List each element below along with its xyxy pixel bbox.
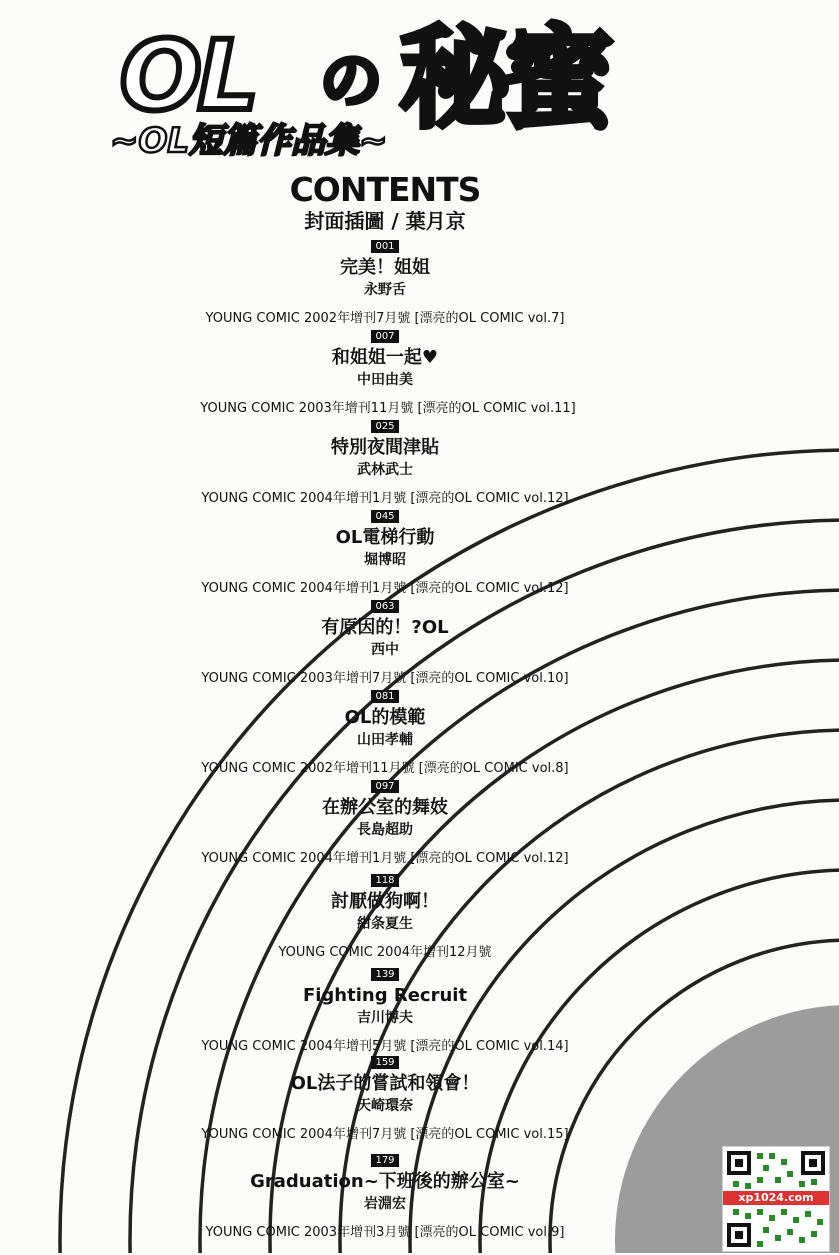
story-source: YOUNG COMIC 2004年增刊1月號 [漂亮的OL COMIC vol.12] bbox=[201, 581, 569, 596]
toc-entry bbox=[0, 1050, 770, 1144]
page-number-row bbox=[0, 594, 770, 617]
story-author: 岩淵宏 bbox=[364, 1196, 406, 1212]
page-number-badge: 159 bbox=[371, 1056, 398, 1069]
story-source: YOUNG COMIC 2002年增刊7月號 [漂亮的OL COMIC vol.7] bbox=[205, 311, 565, 326]
toc-entry bbox=[0, 324, 770, 418]
story-source: YOUNG COMIC 2004年增刊5月號 [漂亮的OL COMIC vol.14] bbox=[201, 1039, 569, 1054]
watermark-qr-code bbox=[722, 1146, 830, 1252]
story-author: 吉川博夫 bbox=[357, 1010, 413, 1026]
page-number-badge: 025 bbox=[371, 420, 398, 433]
page-number-row bbox=[0, 1050, 770, 1073]
page-number-row bbox=[0, 324, 770, 347]
page-number-row bbox=[0, 868, 770, 891]
title-kanji: 秘蜜 bbox=[400, 15, 608, 143]
contents-heading: CONTENTS bbox=[289, 170, 481, 209]
page-number-row bbox=[0, 774, 770, 797]
story-title: 有原因的！?OL bbox=[321, 617, 449, 638]
story-author: 長島超助 bbox=[357, 822, 413, 838]
story-author: 永野舌 bbox=[364, 282, 406, 298]
story-author: 堀博昭 bbox=[364, 552, 406, 568]
story-source: YOUNG COMIC 2004年增刊1月號 [漂亮的OL COMIC vol.12] bbox=[201, 491, 569, 506]
page-number-badge: 045 bbox=[371, 510, 398, 523]
page-number-badge: 007 bbox=[371, 330, 398, 343]
story-source: YOUNG COMIC 2004年增刊12月號 bbox=[278, 945, 492, 960]
story-title: 特別夜間津貼 bbox=[331, 437, 439, 458]
toc-entry bbox=[0, 1148, 770, 1242]
story-source: YOUNG COMIC 2003年增刊3月號 [漂亮的OL COMIC vol.9] bbox=[205, 1225, 565, 1240]
page-number-badge: 081 bbox=[371, 690, 398, 703]
story-title: 完美！姐姐 bbox=[340, 257, 430, 278]
story-title: OL法子的嘗試和領會！ bbox=[290, 1073, 480, 1094]
page-number-badge: 118 bbox=[371, 874, 398, 887]
story-author: 紺条夏生 bbox=[357, 916, 413, 932]
toc-entry bbox=[0, 414, 770, 508]
story-source: YOUNG COMIC 2004年增刊7月號 [漂亮的OL COMIC vol.15] bbox=[201, 1127, 569, 1142]
story-source: YOUNG COMIC 2003年增刊7月號 [漂亮的OL COMIC vol.10] bbox=[201, 671, 569, 686]
page-number-row bbox=[0, 414, 770, 437]
page-number-row bbox=[0, 234, 770, 257]
page-number-row bbox=[0, 684, 770, 707]
story-title: OL電梯行動 bbox=[335, 527, 435, 548]
page-number-row bbox=[0, 504, 770, 527]
toc-entry bbox=[0, 868, 770, 962]
story-source: YOUNG COMIC 2002年增刊11月號 [漂亮的OL COMIC vol.8] bbox=[201, 761, 569, 776]
story-title: 和姐姐一起♥ bbox=[331, 347, 439, 368]
story-source: YOUNG COMIC 2004年增刊1月號 [漂亮的OL COMIC vol.12] bbox=[201, 851, 569, 866]
page-number-badge: 001 bbox=[371, 240, 398, 253]
book-title-logo bbox=[110, 15, 650, 170]
story-author: 山田孝輔 bbox=[357, 732, 413, 748]
page-number-row bbox=[0, 962, 770, 985]
toc-entry bbox=[0, 234, 770, 328]
story-source: YOUNG COMIC 2003年增刊11月號 [漂亮的OL COMIC vol.11] bbox=[200, 401, 576, 416]
story-author: 武林武士 bbox=[357, 462, 413, 478]
toc-entry bbox=[0, 504, 770, 598]
title-subtitle: ~OL短篇作品集~ bbox=[110, 121, 388, 161]
title-no: の bbox=[320, 44, 383, 117]
story-author: 天崎環奈 bbox=[357, 1098, 413, 1114]
watermark-url: xp1024.com bbox=[723, 1191, 829, 1205]
toc-entry bbox=[0, 684, 770, 778]
page-number-badge: 179 bbox=[371, 1154, 398, 1167]
page-number-badge: 063 bbox=[371, 600, 398, 613]
toc-entry bbox=[0, 774, 770, 868]
story-author: 中田由美 bbox=[357, 372, 413, 388]
title-ol: OL bbox=[120, 20, 255, 132]
story-title: 討厭做狗啊！ bbox=[331, 891, 439, 912]
story-title: Fighting Recruit bbox=[302, 985, 468, 1006]
cover-credit: 封面插圖 / 葉月京 bbox=[304, 209, 466, 233]
page-number-badge: 097 bbox=[371, 780, 398, 793]
story-title: OL的模範 bbox=[344, 707, 426, 728]
page-number-row bbox=[0, 1148, 770, 1171]
story-title: Graduation~下班後的辦公室~ bbox=[250, 1171, 520, 1192]
toc-entry bbox=[0, 962, 770, 1056]
page-number-badge: 139 bbox=[371, 968, 398, 981]
toc-entry bbox=[0, 594, 770, 688]
story-author: 西中 bbox=[371, 642, 399, 658]
story-title: 在辦公室的舞妓 bbox=[322, 797, 448, 818]
